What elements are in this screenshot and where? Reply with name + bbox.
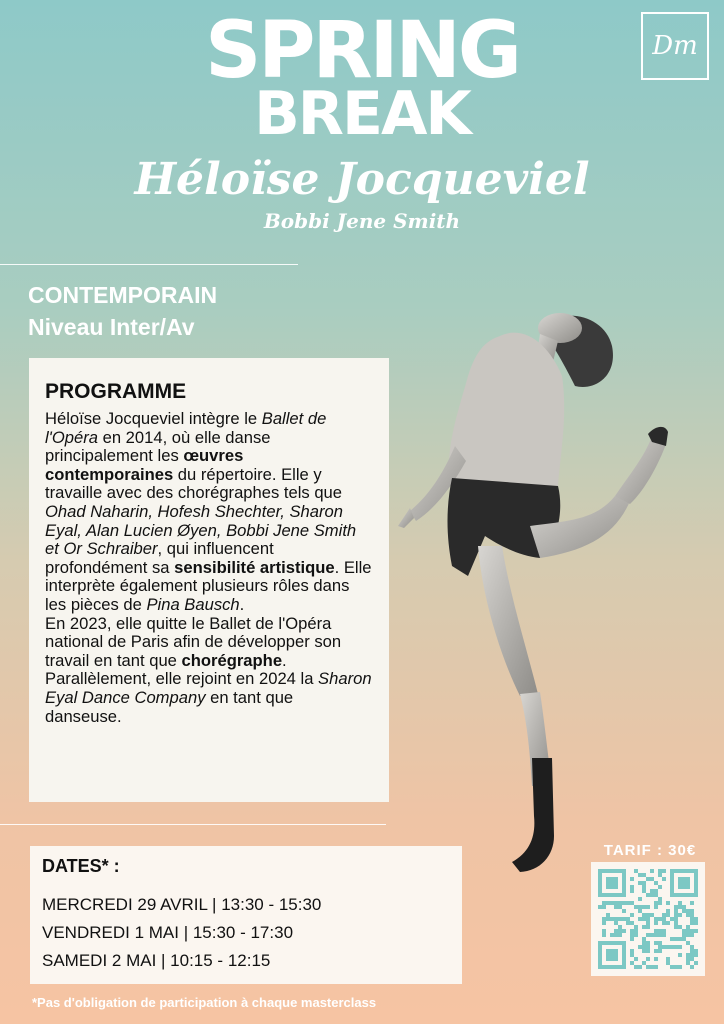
- program-text-segment: chorégraphe: [181, 650, 283, 670]
- subtitle-name: Bobbi Jene Smith: [263, 209, 461, 233]
- program-text-segment: en 2014, où elle danse principalement les: [45, 427, 271, 466]
- divider-top: [0, 264, 298, 265]
- program-text: [45, 410, 373, 726]
- program-text-segment: Parallèlement, elle rejoint en 2024 la: [45, 669, 319, 689]
- program-text-segment: du répertoire. Elle y travaille avec des chorégraphes tels que: [45, 464, 343, 503]
- dates-title: DATES* :: [42, 856, 120, 876]
- brand-logo: [641, 12, 709, 80]
- program-text-segment: . Elle interprète également plusieurs rôles dans les pièces de: [45, 557, 372, 614]
- program-text-segment: Ohad Naharin, Hofesh Shechter, Sharon Eyal, Alan Lucien Øyen, Bobbi Jene Smith et Or Schraiber: [45, 501, 357, 559]
- program-text-segment: Héloïse Jocqueviel intègre le: [45, 409, 262, 428]
- program-text-segment: Sharon Eyal Dance Company: [45, 669, 372, 707]
- divider-bottom: [0, 824, 386, 825]
- footnote: *Pas d'obligation de participation à chaque masterclass: [32, 995, 377, 1010]
- program-text-segment: , qui influencent profondément sa: [45, 539, 274, 577]
- title-spring: SPRING: [205, 6, 519, 96]
- teacher-name: Héloïse Jocqueviel: [134, 154, 590, 205]
- date-item: VENDREDI 1 MAI | 15:30 - 17:30: [42, 923, 294, 942]
- title-break: BREAK: [254, 79, 470, 149]
- program-text-segment: .: [282, 650, 287, 670]
- program-text-segment: Pina Bausch: [146, 594, 240, 614]
- program-text-segment: en tant que danseuse.: [45, 687, 294, 726]
- program-title: PROGRAMME: [45, 380, 187, 403]
- price-label: TARIF : 30€: [603, 842, 697, 859]
- dancer-photo: [390, 296, 690, 876]
- qr-code-icon: [598, 869, 698, 969]
- program-text-segment: sensibilité artistique: [174, 557, 335, 577]
- course-level: Niveau Inter/Av: [28, 314, 195, 340]
- program-text-segment: En 2023, elle quitte le Ballet de l'Opéra national de Paris afin de développer son travail en tant que: [45, 613, 342, 670]
- program-text-segment: œuvres contemporaines: [45, 446, 244, 484]
- program-text-segment: .: [239, 594, 245, 614]
- date-item: SAMEDI 2 MAI | 10:15 - 12:15: [42, 951, 271, 970]
- dates-box: [30, 846, 462, 984]
- program-box: [29, 358, 389, 802]
- logo-text: Dm: [652, 31, 698, 61]
- date-item: MERCREDI 29 AVRIL | 13:30 - 15:30: [42, 895, 322, 914]
- program-text-segment: Ballet de l'Opéra: [45, 409, 327, 447]
- qr-code[interactable]: [591, 862, 705, 976]
- course-style: CONTEMPORAIN: [28, 282, 218, 308]
